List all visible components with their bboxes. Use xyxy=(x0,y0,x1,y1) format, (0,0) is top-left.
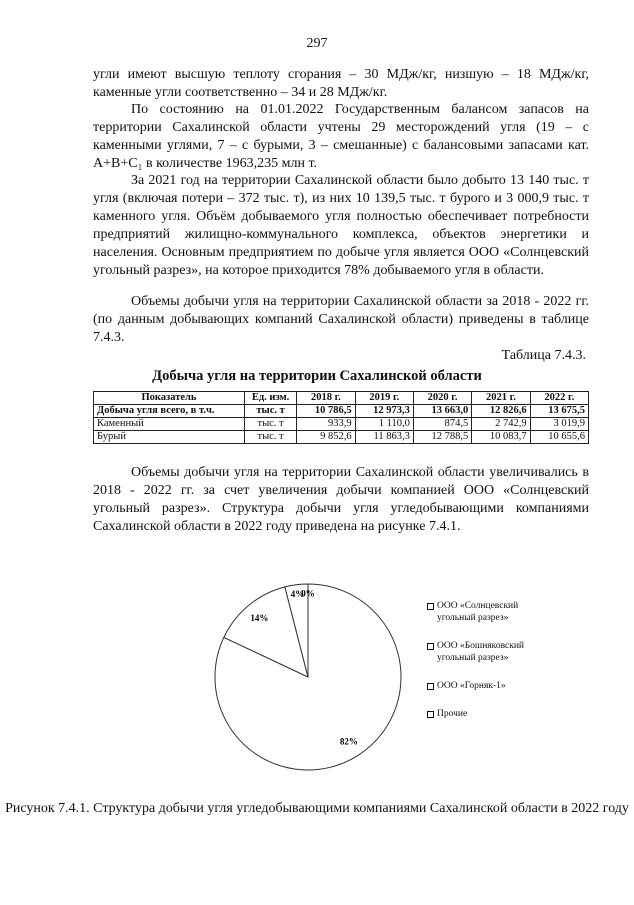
legend-label: ООО «Солнцевский угольный разрез» xyxy=(437,601,519,623)
table-cell: 13 675,5 xyxy=(530,405,588,418)
table-cell: Бурый xyxy=(94,431,245,444)
table-cell: 10 786,5 xyxy=(297,405,355,418)
legend-item xyxy=(427,600,567,624)
table-cell: Каменный xyxy=(94,418,245,431)
table-cell: 933,9 xyxy=(297,418,355,431)
table-cell: 9 852,6 xyxy=(297,431,355,444)
paragraph-structure-intro xyxy=(93,464,589,536)
table-header-cell: 2020 г. xyxy=(413,392,471,405)
table-header-cell: 2021 г. xyxy=(472,392,530,405)
table-cell: 10 083,7 xyxy=(472,431,530,444)
table-header-cell: Показатель xyxy=(94,392,245,405)
coal-production-table xyxy=(93,391,589,444)
paragraph-production-2021 xyxy=(93,172,589,280)
pie-data-label: 4% xyxy=(290,589,305,599)
table-header-cell: 2022 г. xyxy=(530,392,588,405)
table-cell: 13 663,0 xyxy=(413,405,471,418)
legend-label: Прочие xyxy=(437,709,468,719)
pie-data-label: 14% xyxy=(250,613,269,624)
table-row xyxy=(94,405,589,418)
table-cell: Добыча угля всего, в т.ч. xyxy=(94,405,245,418)
paragraph-text: Объемы добычи угля на территории Сахалинской области увеличивались в 2018 - 2022 гг. за счет увеличения добычи компанией ООО «Солнцевский угольный разрез». Структура добычи угля угледобывающими компаниями Сахалинской области в 2022 году приведена на рисунке 7.4.1. xyxy=(93,465,589,534)
paragraph-text: Объемы добычи угля на территории Сахалинской области за 2018 - 2022 гг. (по данным добывающих компаний Сахалинской области) приведены в таблице 7.4.3. xyxy=(93,294,589,345)
table-header-cell: 2019 г. xyxy=(355,392,413,405)
table-reference: Таблица 7.4.3. xyxy=(501,348,586,363)
legend-item xyxy=(427,680,567,692)
table-cell: 874,5 xyxy=(413,418,471,431)
table-header-row xyxy=(94,392,589,405)
table-cell: тыс. т xyxy=(244,431,296,444)
table-row xyxy=(94,418,589,431)
paragraph-text: угли имеют высшую теплоту сгорания – 30 МДж/кг, низшую – 18 МДж/кг, каменные угли соответственно – 34 и 28 МДж/кг. xyxy=(93,67,589,100)
paragraph-reserves xyxy=(93,101,589,173)
table-cell: 3 019,9 xyxy=(530,418,588,431)
table-cell: 1 110,0 xyxy=(355,418,413,431)
paragraph-text: За 2021 год на территории Сахалинской области было добыто 13 140 тыс. т угля (включая потери – 372 тыс. т), из них 10 139,5 тыс. т бурого и 3 000,9 тыс. т каменного угля. Объём добываемого угля полностью обеспечивает потребности предприятий жилищно-коммунального комплекса, объектов энергетики и населения. Основным предприятием по добыче угля является ООО «Солнцевский угольный разрез», на которое приходится 78% добываемого угля в области. xyxy=(93,173,589,278)
table-title: Добыча угля на территории Сахалинской области xyxy=(152,368,482,384)
paragraph-heat-values xyxy=(93,66,589,102)
table-cell: 2 742,9 xyxy=(472,418,530,431)
paragraph-text: По состоянию на 01.01.2022 Государственным балансом запасов на территории Сахалинской области учтены 29 месторождений угля (19 – с каменными углями, 7 – с бурыми, 3 – смешанные) с балансовыми запасами кат. А+В+С₁ в количестве 1963,235 млн т. xyxy=(93,102,589,171)
legend-item xyxy=(427,640,567,664)
table-cell: 11 863,3 xyxy=(355,431,413,444)
table-cell: тыс. т xyxy=(244,418,296,431)
table-cell: 12 788,5 xyxy=(413,431,471,444)
table-header-cell: Ед. изм. xyxy=(244,392,296,405)
legend-label: ООО «Горняк-1» xyxy=(437,681,506,691)
legend-marker-icon xyxy=(427,711,434,718)
pie-chart-svg xyxy=(199,580,417,775)
page-number: 297 xyxy=(306,36,328,51)
paragraph-table-intro xyxy=(93,293,589,347)
table-row xyxy=(94,431,589,444)
table-cell: тыс. т xyxy=(244,405,296,418)
legend-marker-icon xyxy=(427,683,434,690)
table-cell: 12 826,6 xyxy=(472,405,530,418)
chart-legend xyxy=(427,600,567,736)
legend-label: ООО «Бошняковский угольный разрез» xyxy=(437,641,524,663)
pie-chart xyxy=(199,580,417,775)
legend-marker-icon xyxy=(427,643,434,650)
table-cell: 12 973,3 xyxy=(355,405,413,418)
table-header-cell: 2018 г. xyxy=(297,392,355,405)
legend-item xyxy=(427,708,567,720)
table-cell: 10 655,6 xyxy=(530,431,588,444)
legend-marker-icon xyxy=(427,603,434,610)
pie-data-label: 82% xyxy=(339,736,358,747)
figure-caption: Рисунок 7.4.1. Структура добычи угля угледобывающими компаниями Сахалинской области в 2022 году xyxy=(5,801,629,816)
pie-data-label: 0% xyxy=(301,588,315,599)
